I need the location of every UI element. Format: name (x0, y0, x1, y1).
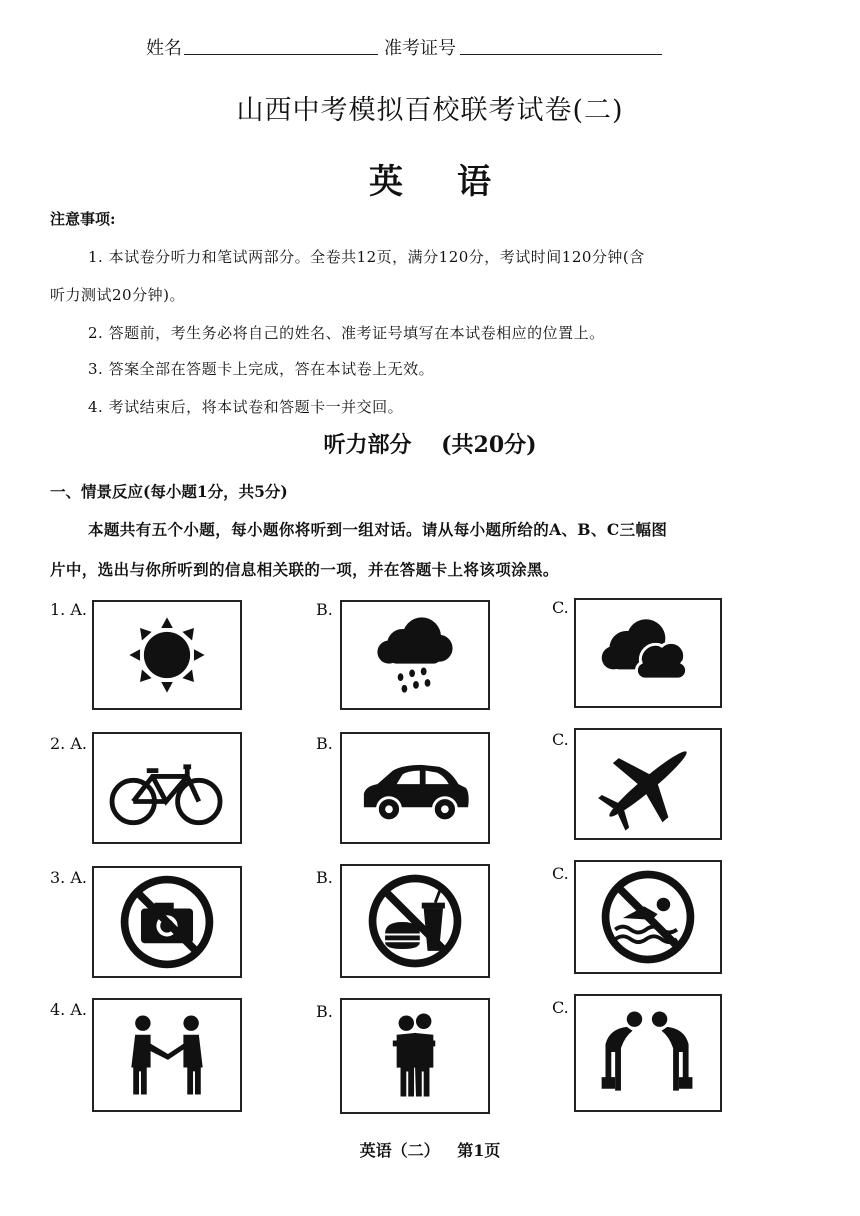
option-4c[interactable] (574, 994, 722, 1112)
question-1c-label: C. (552, 598, 569, 617)
handshake-icon (94, 1000, 240, 1110)
listening-section-title (0, 428, 860, 459)
no-photo-icon (94, 868, 240, 976)
bow-icon (576, 996, 720, 1110)
question-1b-label: B. (316, 600, 333, 619)
sun-icon (94, 602, 240, 708)
instructions-line-2: 片中，选出与你所听到的信息相关联的一项，并在答题卡上将该项涂黑。 (50, 560, 559, 579)
notice-item-3: 3. 答案全部在答题卡上完成，答在本试卷上无效。 (88, 360, 435, 378)
airplane-icon (576, 730, 720, 838)
question-3b-label: B. (316, 868, 333, 887)
option-2b[interactable] (340, 732, 490, 844)
page-footer (0, 1138, 860, 1161)
hug-icon (342, 1000, 488, 1112)
option-4a[interactable] (92, 998, 242, 1112)
part1-title: 一、情景反应(每小题1分，共5分) (50, 482, 288, 501)
option-3b[interactable] (340, 864, 490, 978)
no-swimming-icon (576, 862, 720, 972)
listening-score: (共20分) (441, 432, 537, 458)
option-2a[interactable] (92, 732, 242, 844)
listening-title: 听力部分 (323, 432, 412, 458)
question-4b-label: B. (316, 1002, 333, 1021)
rain-cloud-icon (342, 602, 488, 708)
option-3c[interactable] (574, 860, 722, 974)
option-1b[interactable] (340, 600, 490, 710)
notice-item-1: 1. 本试卷分听力和笔试两部分。全卷共12页，满分120分，考试时间120分钟(含 (88, 248, 645, 266)
option-2c[interactable] (574, 728, 722, 840)
notice-item-4: 4. 考试结束后，将本试卷和答题卡一并交回。 (88, 398, 404, 416)
question-2-label: 2. A. (50, 734, 87, 753)
no-food-icon (342, 866, 488, 976)
notice-heading: 注意事项: (50, 210, 116, 228)
candidate-info-line (146, 30, 706, 60)
car-icon (342, 734, 488, 842)
notice-item-1-cont: 听力测试20分钟)。 (50, 286, 185, 304)
option-1c[interactable] (574, 598, 722, 708)
question-4c-label: C. (552, 998, 569, 1017)
footer-subject: 英语（二） (359, 1141, 440, 1160)
option-3a[interactable] (92, 866, 242, 978)
question-2c-label: C. (552, 730, 569, 749)
notice-item-2: 2. 答题前，考生务必将自己的姓名、准考证号填写在本试卷相应的位置上。 (88, 324, 605, 342)
exam-id-blank (460, 54, 662, 55)
name-label: 姓名 (146, 38, 182, 59)
exam-id-label: 准考证号 (384, 38, 456, 59)
subject-title: 英语 (369, 162, 545, 202)
bicycle-icon (94, 734, 240, 842)
footer-page-number: 第1页 (457, 1141, 501, 1160)
question-4-label: 4. A. (50, 1000, 87, 1019)
instructions-line-1: 本题共有五个小题，每小题你将听到一组对话。请从每小题所给的A、B、C三幅图 (88, 520, 668, 539)
question-3c-label: C. (552, 864, 569, 883)
question-2b-label: B. (316, 734, 333, 753)
option-1a[interactable] (92, 600, 242, 710)
question-3-label: 3. A. (50, 868, 87, 887)
exam-title: 山西中考模拟百校联考试卷(二) (236, 95, 624, 126)
option-4b[interactable] (340, 998, 490, 1114)
name-blank (184, 54, 378, 55)
question-1-label: 1. A. (50, 600, 87, 619)
cloudy-icon (576, 600, 720, 706)
